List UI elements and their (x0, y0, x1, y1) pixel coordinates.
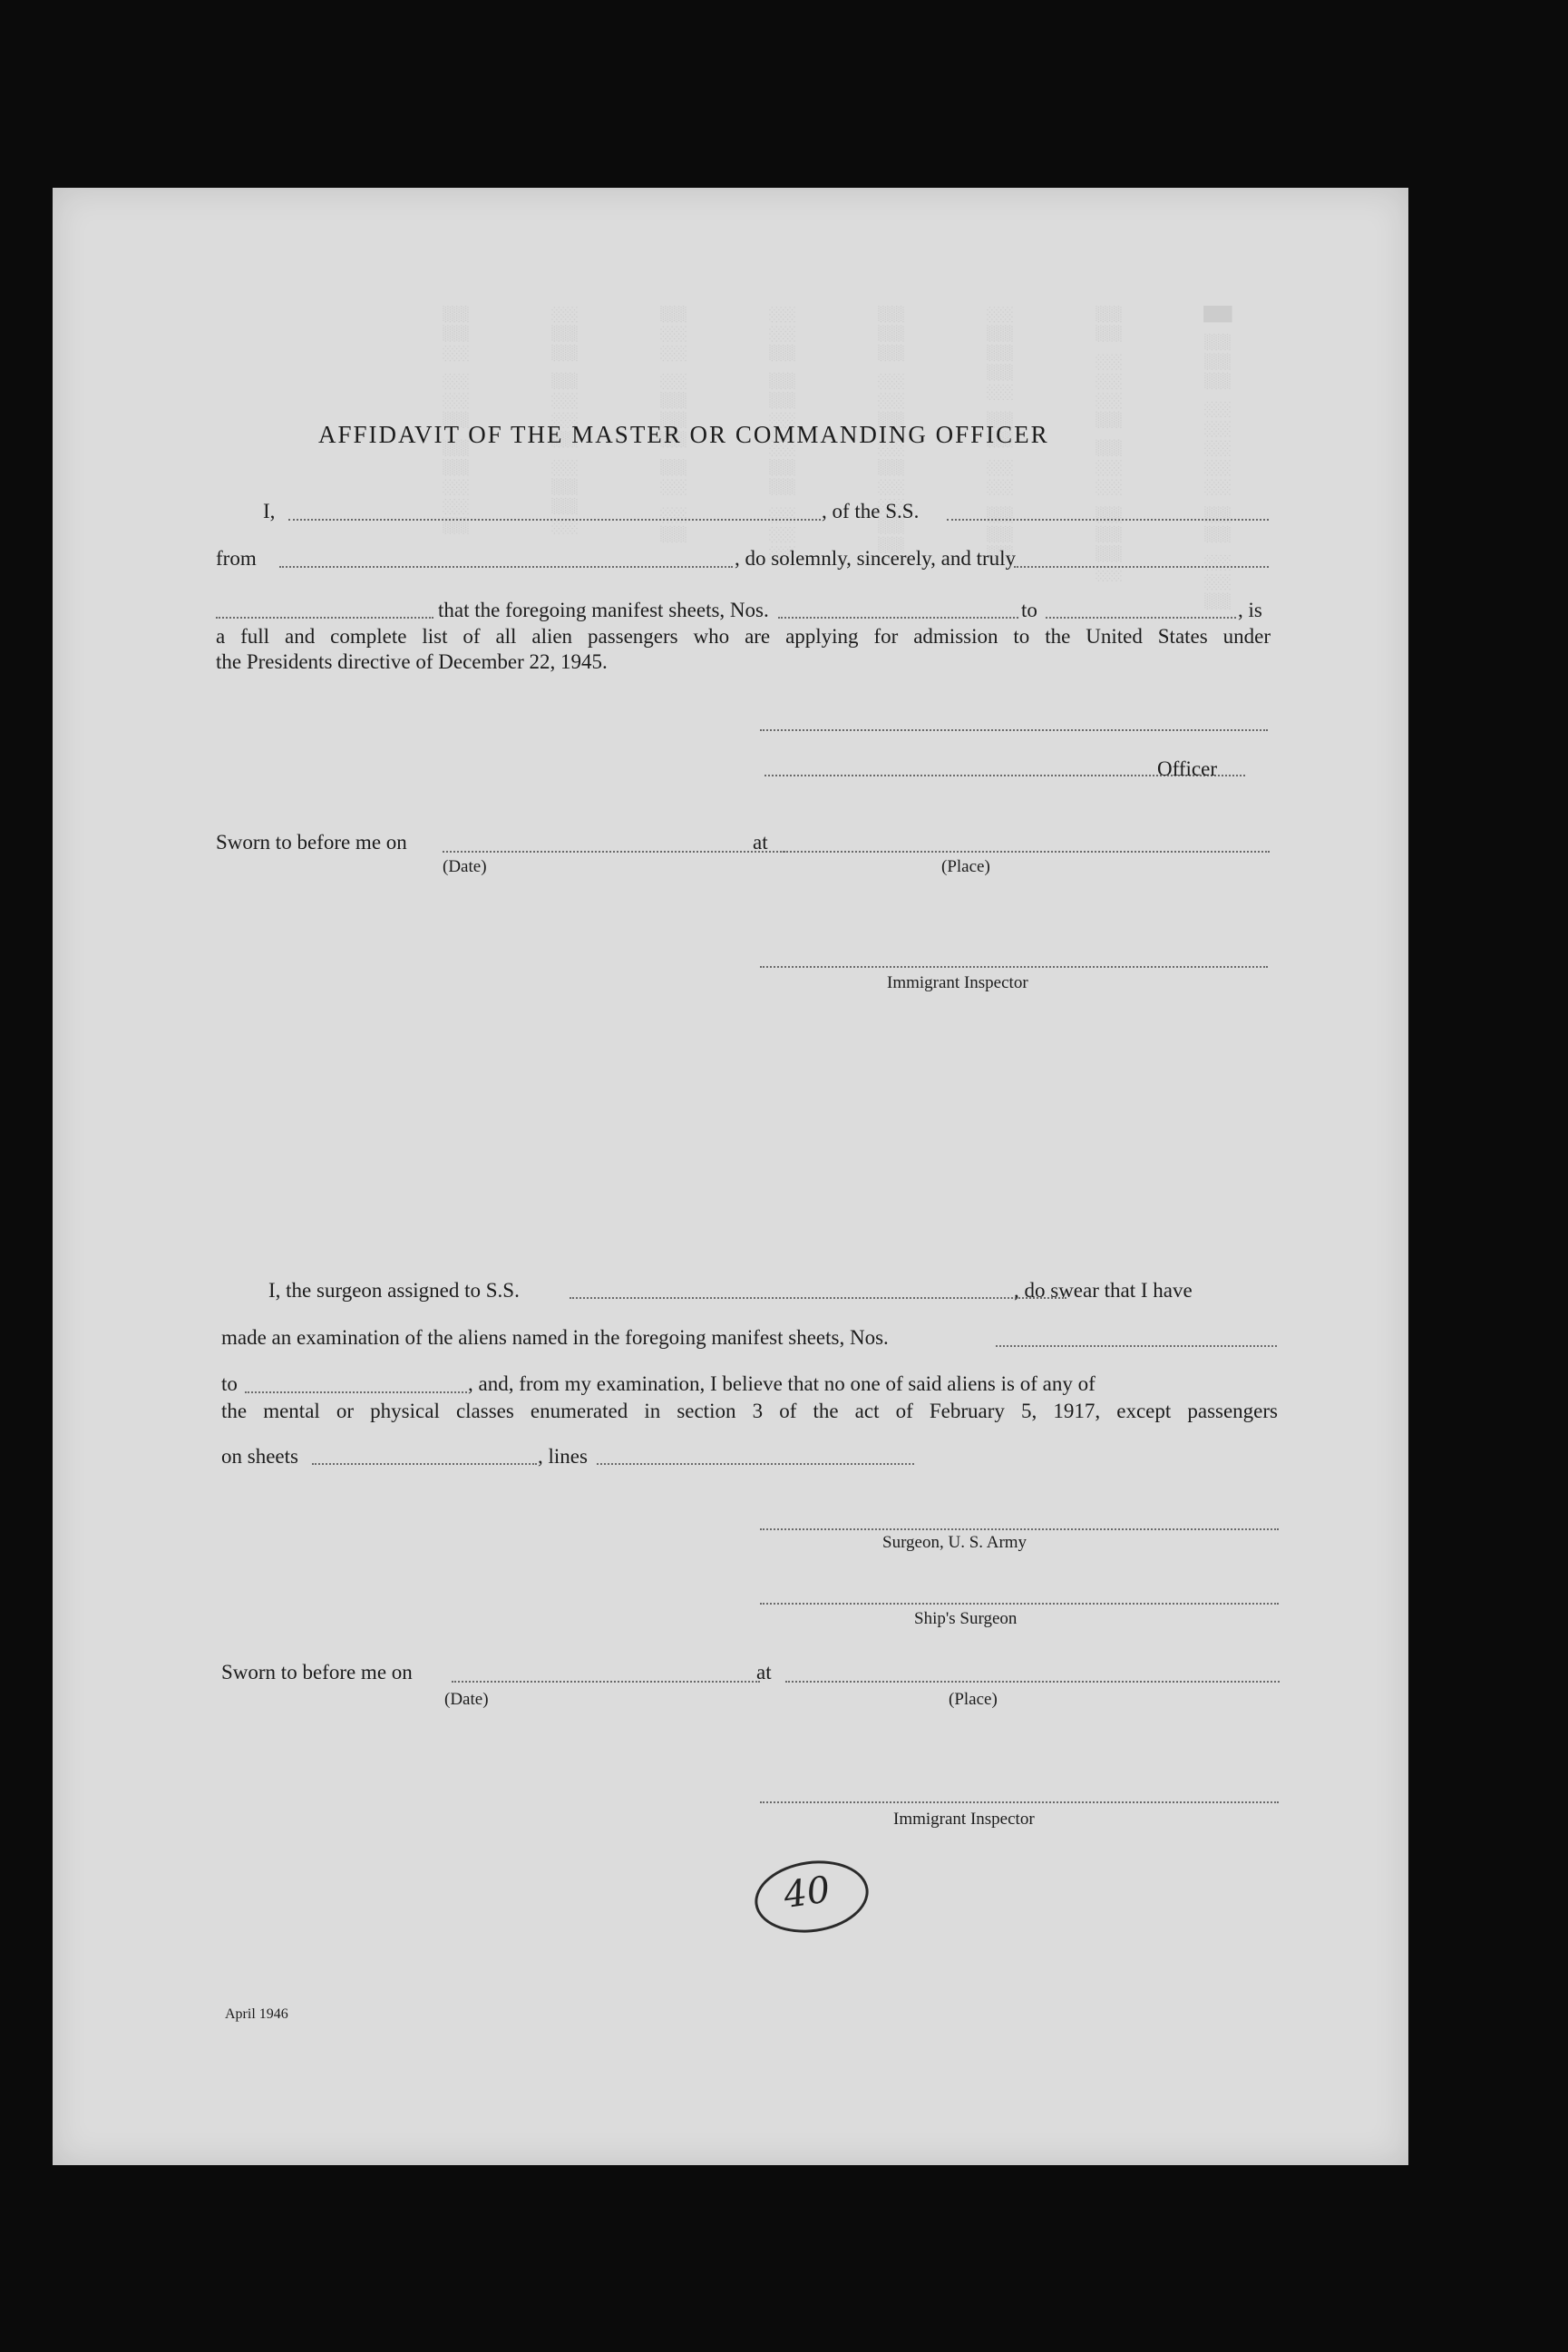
surgeon-place-caption: (Place) (949, 1690, 998, 1709)
bleed-through-text: █ ▒▒▒ ░░░░░ ▒▒ ░░▒ (1205, 306, 1232, 612)
exception-sheets-field[interactable] (312, 1463, 537, 1465)
lines-label: , lines (538, 1445, 588, 1468)
is-label: , is (1238, 599, 1262, 621)
affidavit-body-line: the Presidents directive of December 22, 1945. (216, 650, 608, 673)
master-name-field[interactable] (288, 519, 821, 521)
ship-name-field[interactable] (947, 519, 1269, 521)
form-revision-date: April 1946 (225, 2006, 288, 2022)
surgeon-declaration-start: I, the surgeon assigned to S.S. (268, 1279, 520, 1302)
on-sheets-label: on sheets (221, 1445, 298, 1468)
bleed-through-text: ░▒▒ ▒░░▒ ░▒▒░ (552, 306, 579, 537)
handwritten-number-text: 40 (781, 1869, 833, 1917)
army-surgeon-caption: Surgeon, U. S. Army (882, 1533, 1027, 1552)
manifest-sheets-text: that the foregoing manifest sheets, Nos. (438, 599, 769, 621)
surgeon-date-caption: (Date) (444, 1690, 489, 1709)
declarant-prefix: I, (263, 500, 276, 522)
oath-continuation-field[interactable] (216, 617, 433, 619)
sworn-date-field[interactable] (443, 851, 785, 853)
sheet-to-field[interactable] (1046, 617, 1236, 619)
inspector-signature-field[interactable] (760, 966, 1268, 968)
sheet-from-field[interactable] (778, 617, 1018, 619)
surgeon-immigrant-inspector-caption: Immigrant Inspector (893, 1810, 1035, 1829)
surgeon-at-label: at (756, 1661, 772, 1683)
examination-text: made an examination of the aliens named in the foregoing manifest sheets, Nos. (221, 1326, 889, 1349)
of-the-ss-label: , of the S.S. (822, 500, 920, 522)
to-label: to (1021, 599, 1037, 621)
ships-surgeon-signature-field[interactable] (760, 1603, 1279, 1605)
at-label: at (753, 831, 768, 854)
sworn-place-field[interactable] (780, 851, 1270, 853)
bleed-through-text: ▒░░ ░▒▒▒ ▒░ ░▒ (661, 306, 687, 546)
port-from-field[interactable] (279, 566, 733, 568)
surgeon-sworn-date-field[interactable] (452, 1681, 760, 1683)
examination-belief-text: , and, from my examination, I believe that no one of said aliens is of any of (468, 1372, 1096, 1395)
master-signature-field[interactable] (760, 729, 1268, 731)
bleed-through-text: ▒▒ ░░░▒ ▒░░ ▒▒▒░ (1096, 306, 1123, 584)
from-label: from (216, 547, 257, 570)
exception-lines-field[interactable] (597, 1463, 914, 1465)
surgeon-sheet-to-field[interactable] (245, 1391, 467, 1393)
affidavit-title: AFFIDAVIT OF THE MASTER OR COMMANDING OFFICER (318, 421, 1049, 448)
solemnly-text: , do solemnly, sincerely, and truly (735, 547, 1017, 570)
surgeon-inspector-signature-field[interactable] (760, 1801, 1279, 1803)
handwritten-circled-number (750, 1854, 873, 1940)
bleed-through-text: ▒▒▒ ░░▒ ░▒░░▒▒ (879, 306, 905, 557)
surgeon-sheet-from-field[interactable] (996, 1345, 1277, 1347)
surgeon-sworn-place-field[interactable] (785, 1681, 1280, 1683)
surgeon-to-label: to (221, 1372, 238, 1395)
swear-text: , do swear that I have (1014, 1279, 1193, 1302)
affidavit-body-line: a full and complete list of all alien passengers who are applying for admission to the United States under (216, 625, 1271, 648)
classes-text: the mental or physical classes enumerated in section 3 of the act of February 5, 1917, except passengers (221, 1400, 1278, 1422)
ships-surgeon-caption: Ship's Surgeon (914, 1609, 1018, 1628)
bleed-through-text: ▒▒░ ░░▒ ▒▒░░▒ (443, 306, 470, 537)
bleed-through-text: ░▒▒▒░ ▒▒ ░░ ▒▒▒ (988, 306, 1014, 565)
affidavit-page (53, 188, 1408, 2165)
officer-label: Officer (1157, 757, 1217, 780)
surgeon-sworn-label: Sworn to before me on (221, 1661, 413, 1683)
immigrant-inspector-caption: Immigrant Inspector (887, 973, 1028, 992)
surgeon-ship-field[interactable] (570, 1297, 1066, 1299)
place-caption: (Place) (941, 857, 990, 876)
oath-type-field[interactable] (1014, 566, 1269, 568)
sworn-label: Sworn to before me on (216, 831, 407, 854)
date-caption: (Date) (443, 857, 487, 876)
bleed-through-text: ░░▒ ▒▒░ ░▒▒ ░░░ (770, 306, 796, 565)
